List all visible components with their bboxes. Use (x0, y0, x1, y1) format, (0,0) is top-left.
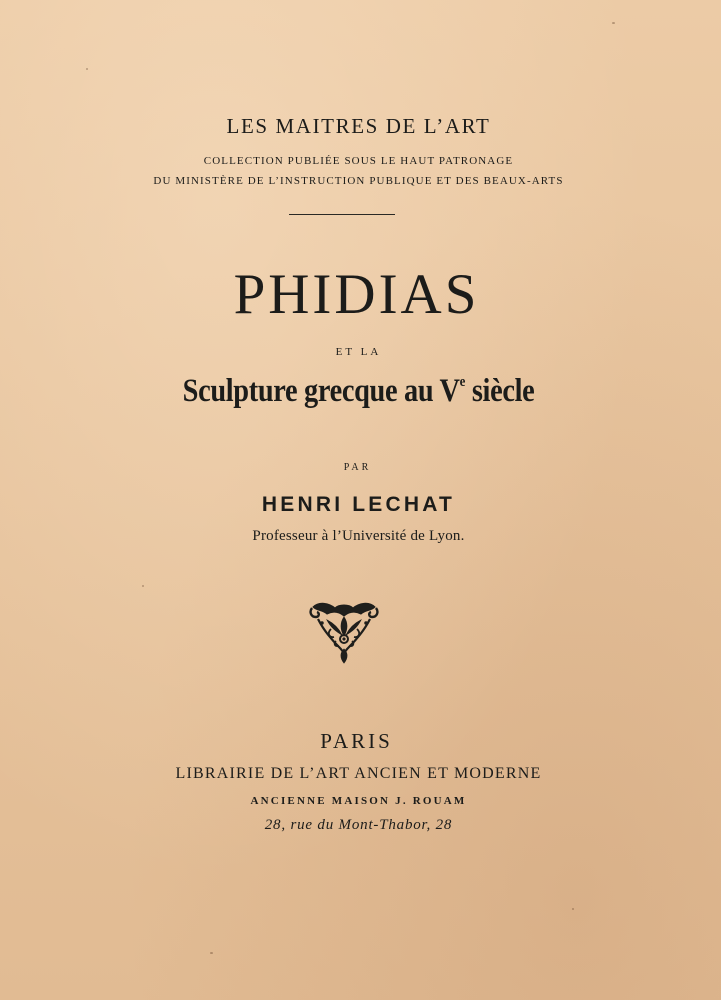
paper-speck (612, 22, 615, 24)
series-title: LES MAITRES DE L’ART (226, 114, 491, 138)
paper-speck (86, 68, 88, 70)
by-label: PAR (343, 462, 372, 473)
book-subtitle (48, 375, 668, 408)
subtitle-superscript: e (459, 374, 466, 390)
paper-speck (142, 585, 144, 587)
paper-speck (572, 908, 574, 910)
imprint-publisher: LIBRAIRIE DE L’ART ANCIEN ET MODERNE (175, 765, 542, 782)
imprint-city: PARIS (320, 729, 393, 753)
patronage-line-1: COLLECTION PUBLIÉE SOUS LE HAUT PATRONAGE (203, 155, 514, 167)
imprint-former-house: ANCIENNE MAISON J. ROUAM (250, 795, 467, 807)
book-title: PHIDIAS (233, 263, 480, 326)
author-role: Professeur à l’Université de Lyon. (252, 528, 465, 544)
imprint-address: 28, rue du Mont-Thabor, 28 (264, 817, 453, 833)
subtitle-end: siècle (465, 373, 535, 409)
author-name: HENRI LECHAT (261, 493, 456, 516)
paper-speck (210, 952, 213, 954)
fleuron-ornament-icon (309, 599, 379, 665)
title-conjunction: ET LA (335, 346, 382, 358)
divider-rule (289, 214, 395, 215)
subtitle-text: Sculpture grecque au V (182, 373, 460, 409)
patronage-line-2: DU MINISTÈRE DE L’INSTRUCTION PUBLIQUE ET DES BEAUX-ARTS (153, 175, 564, 187)
